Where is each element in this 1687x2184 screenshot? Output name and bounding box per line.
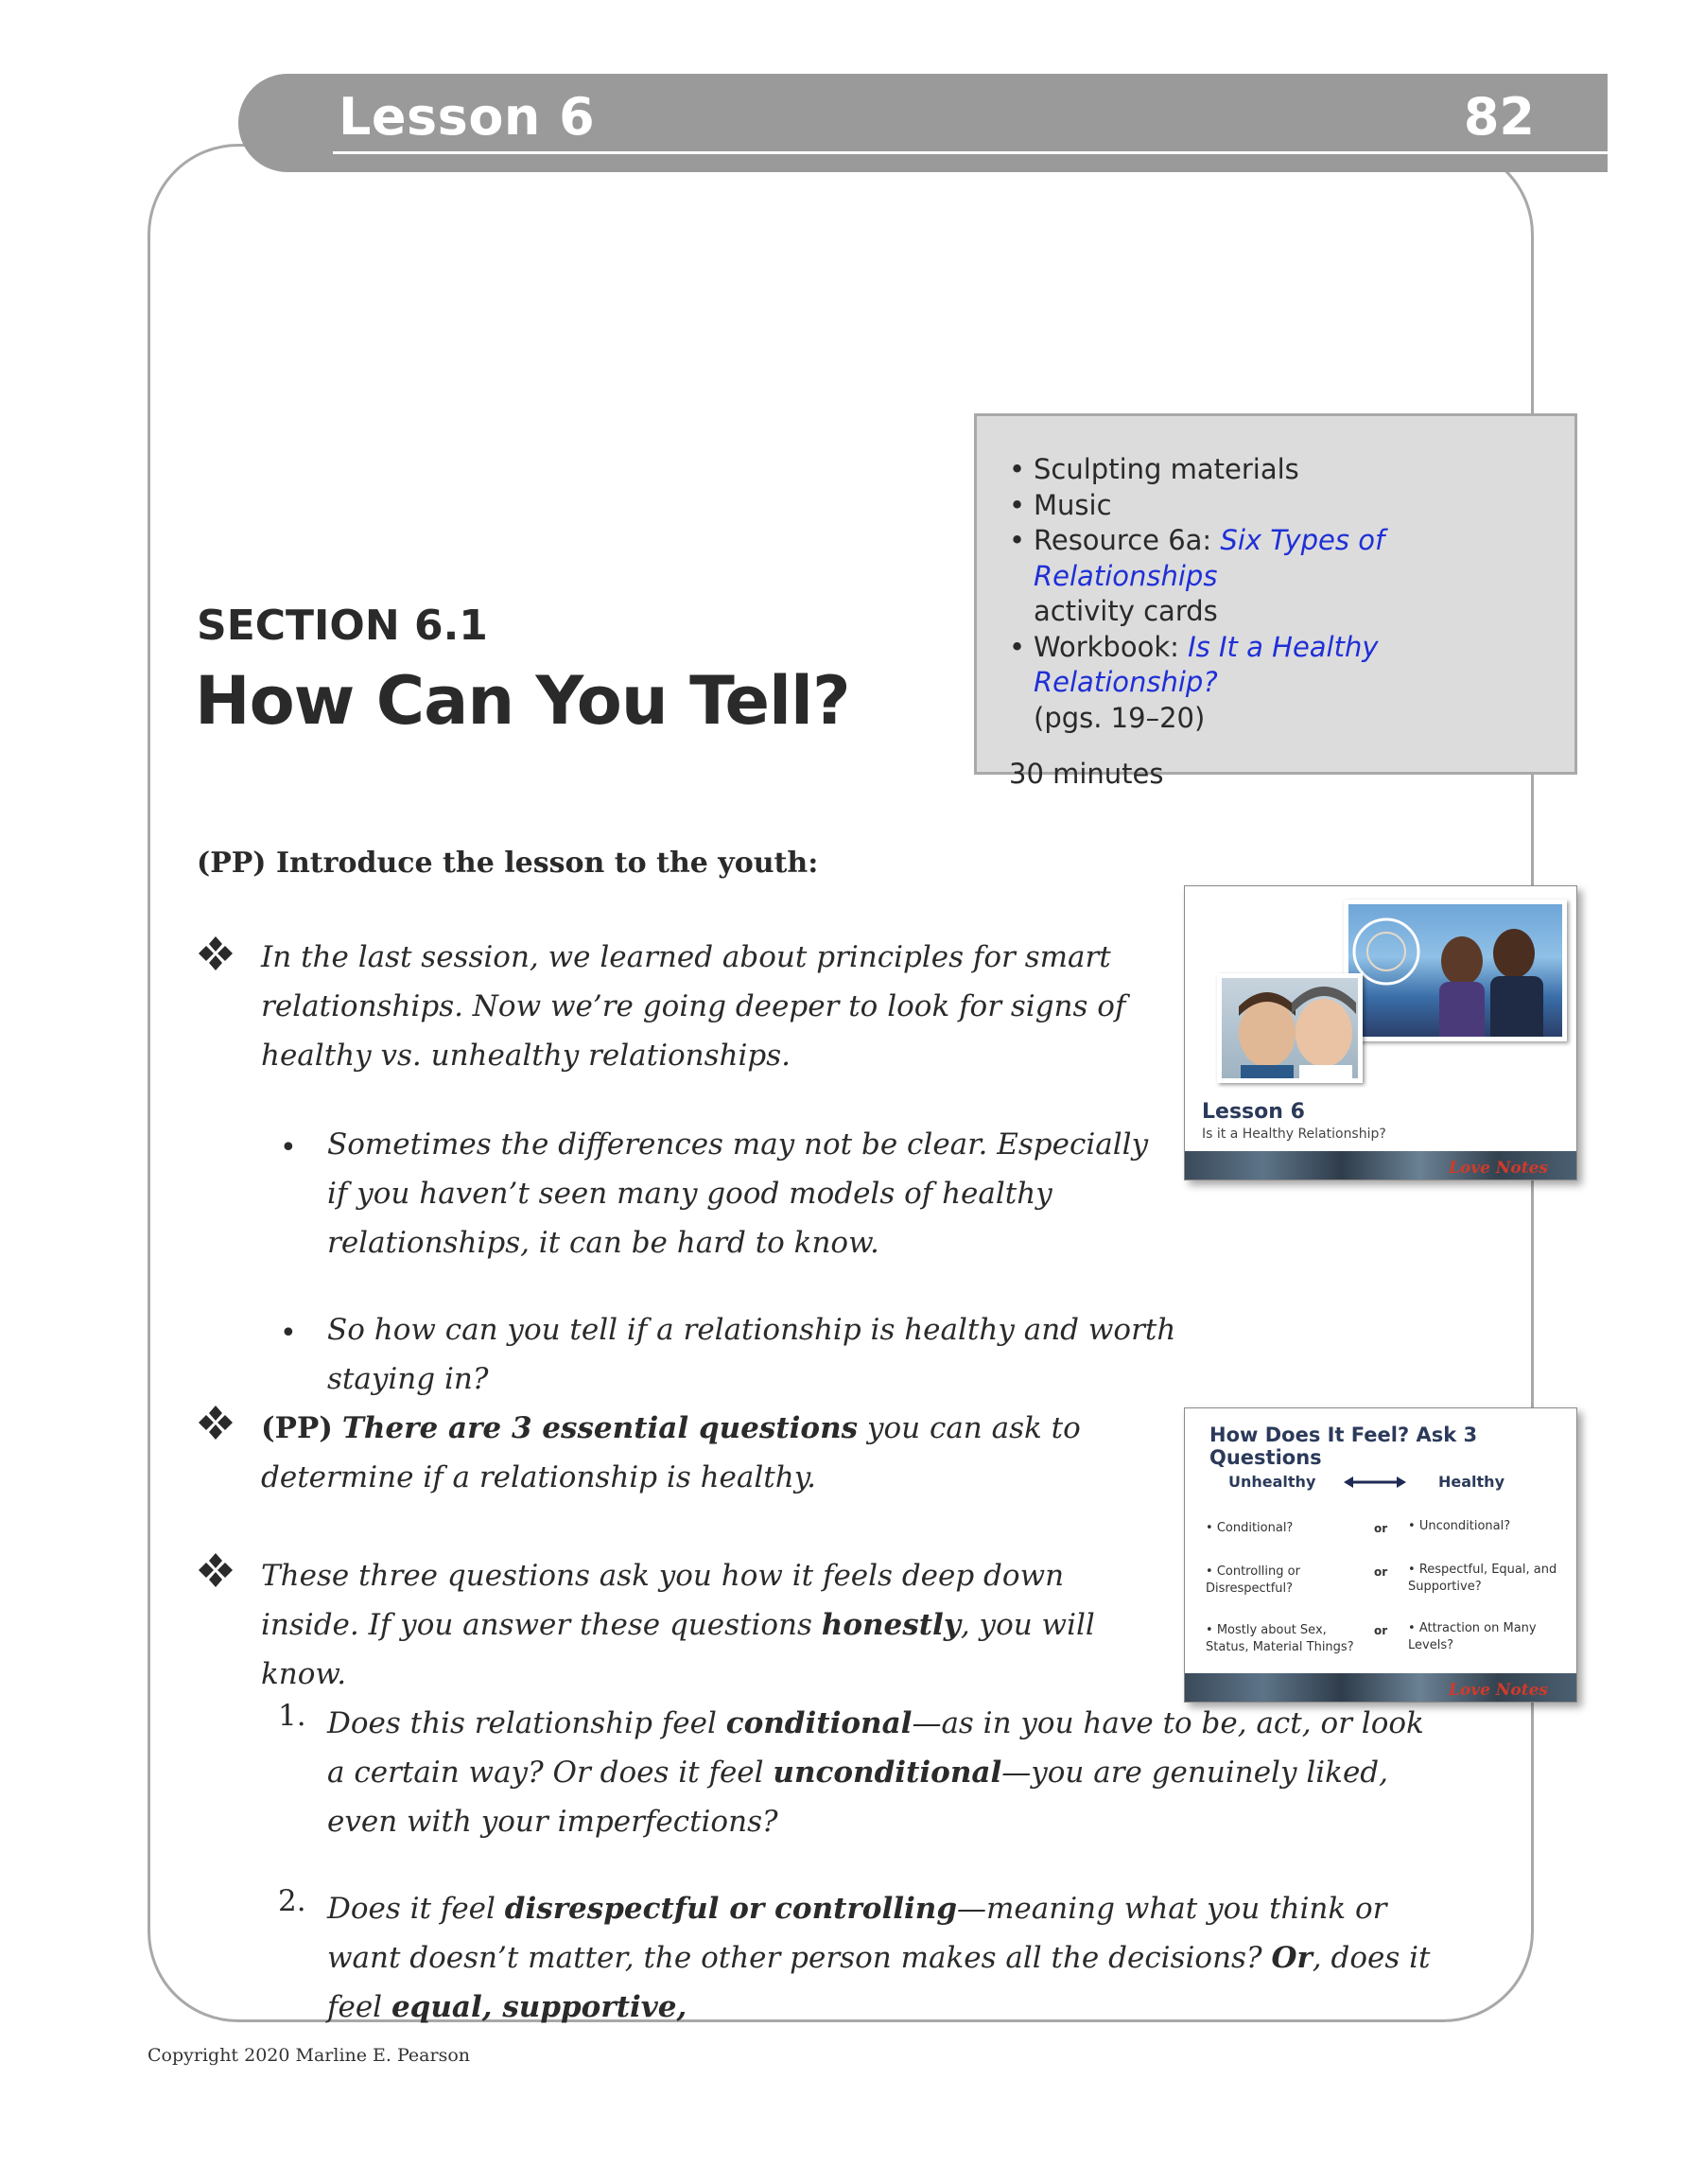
materials-list: [1009, 452, 1546, 736]
slide-row-right: • Respectful, Equal, and Supportive?: [1408, 1563, 1557, 1594]
workbook-label: Workbook:: [1034, 630, 1189, 663]
question-controlling: Does it feel disrespectful or controlling—meaning what you think or want doesn’t matter, the other person makes all the decisions? Or, does it feel equal, supportive,: [327, 1892, 1431, 2024]
workbook-pages: (pgs. 19–20): [1034, 701, 1206, 734]
list-number: 1.: [278, 1699, 306, 1733]
bullet-dot: •: [280, 1131, 297, 1164]
slide-row-right: • Unconditional?: [1408, 1519, 1511, 1533]
list-number: 2.: [278, 1884, 306, 1918]
intro-instruction: (PP) Introduce the lesson to the youth:: [197, 847, 819, 880]
slide-row-left: • Controlling or Disrespectful?: [1206, 1564, 1300, 1596]
diamond-bullet-icon: [197, 1551, 235, 1589]
slide-title: Lesson 6: [1202, 1100, 1305, 1124]
section-label: SECTION 6.1: [197, 602, 488, 650]
bullet-how-can-you-tell: So how can you tell if a relationship is healthy and worth staying in?: [327, 1313, 1176, 1396]
slide-row-right: • Attraction on Many Levels?: [1408, 1621, 1537, 1652]
header-rule: [333, 151, 1608, 154]
couple-photo-image: [1348, 904, 1567, 1041]
slide-row-or: or: [1374, 1624, 1388, 1637]
paragraph-three-questions: (PP) There are 3 essential questions you can ask to determine if a relationship is healthy.: [261, 1411, 1081, 1494]
slide-thumbnail-questions: [1184, 1407, 1577, 1703]
teens-photo-image: [1222, 978, 1363, 1083]
materials-item: • Sculpting materials: [1009, 452, 1546, 488]
bullet-differences-unclear: Sometimes the differences may not be clear. Especially if you haven’t seen many good models of healthy relationships, it can be hard to know.: [327, 1127, 1149, 1260]
question-conditional: Does this relationship feel conditional—as in you have to be, act, or look a certain way? Or does it feel unconditional—you are genuinely liked, even with your imperfections?: [327, 1706, 1424, 1839]
copyright-footer: Copyright 2020 Marline E. Pearson: [148, 2045, 470, 2066]
materials-item: [1009, 630, 1546, 737]
duration-text: 30 minutes: [1009, 758, 1164, 790]
slide-col-head-unhealthy: Unhealthy: [1228, 1473, 1316, 1491]
couple-photo: [1344, 900, 1567, 1041]
teens-photo: [1217, 973, 1363, 1083]
page-number: 82: [1463, 87, 1535, 147]
slide-thumbnail-lesson6: [1184, 885, 1577, 1180]
diamond-bullet-icon: [197, 1404, 235, 1441]
workbook-title-link[interactable]: Is It a Healthy Relationship?: [1034, 630, 1379, 698]
paragraph-previous-session: In the last session, we learned about principles for smart relationships. Now we’re going deeper to look for signs of healthy vs. unhealthy relationships.: [261, 940, 1126, 1073]
section-title: How Can You Tell?: [195, 662, 850, 740]
slide-row-or: or: [1374, 1522, 1388, 1535]
slide-title: How Does It Feel? Ask 3 Questions: [1209, 1424, 1478, 1469]
bullet-dot: •: [280, 1317, 297, 1350]
resource-label: Resource 6a:: [1034, 524, 1221, 556]
lesson-title: Lesson 6: [339, 87, 596, 147]
slide-row-or: or: [1374, 1565, 1388, 1579]
arrow-both-icon: [1344, 1475, 1406, 1490]
resource-title-link[interactable]: Six Types of Relationships: [1034, 524, 1385, 592]
materials-item: • Music: [1009, 488, 1546, 524]
slide-row-left: • Conditional?: [1206, 1521, 1294, 1535]
slide-subtitle: Is it a Healthy Relationship?: [1202, 1127, 1386, 1142]
materials-item: [1009, 523, 1546, 630]
slide-row-left: • Mostly about Sex, Status, Material Things?: [1206, 1623, 1354, 1654]
slide-brand-logo: Love Notes: [1448, 1159, 1548, 1178]
paragraph-feel-inside: These three questions ask you how it feels deep down inside. If you answer these questions honestly, you will know.: [261, 1559, 1095, 1691]
materials-box: [974, 413, 1577, 790]
slide-brand-logo: Love Notes: [1448, 1681, 1548, 1700]
diamond-bullet-icon: [197, 935, 235, 972]
slide-col-head-healthy: Healthy: [1438, 1473, 1504, 1491]
resource-suffix: activity cards: [1034, 595, 1218, 627]
